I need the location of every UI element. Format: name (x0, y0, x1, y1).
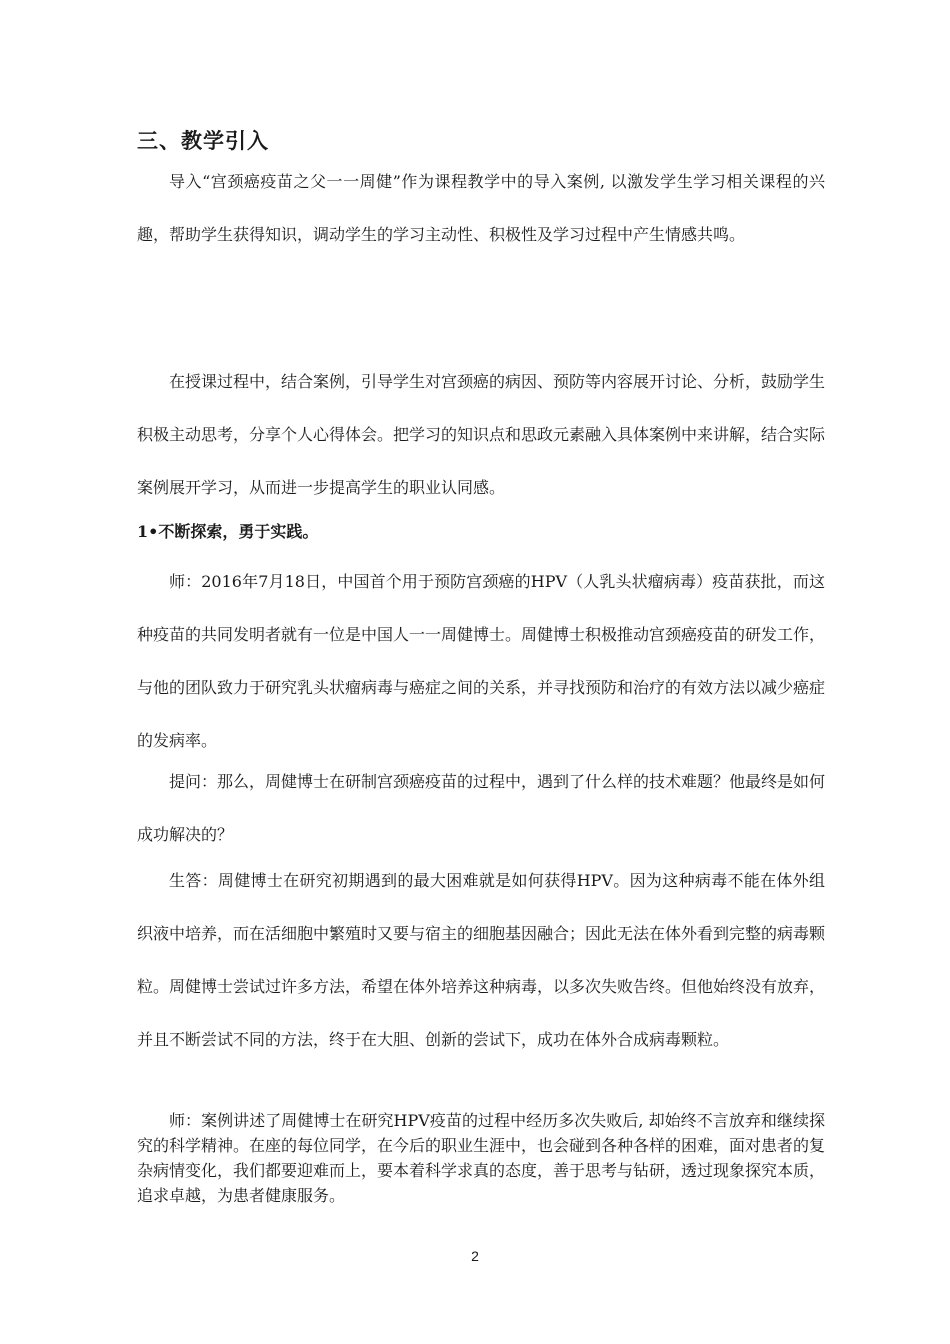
paragraph-student-answer: 生答：周健博士在研究初期遇到的最大困难就是如何获得HPV。因为这种病毒不能在体外组织液中培养，而在活细胞中繁殖时又要与宿主的细胞基因融合；因此无法在体外看到完整的病毒颗粒。周健博士尝试过许多方法，希望在体外培养这种病毒，以多次失败告终。但他始终没有放弃，并且不断尝试不同的方法，终于在大胆、创新的尝试下，成功在体外合成病毒颗粒。 (137, 871, 826, 1049)
paragraph-teacher-case: 师：2016年7月18日，中国首个用于预防宫颈癌的HPV（人乳头状瘤病毒）疫苗获批，而这种疫苗的共同发明者就有一位是中国人一一周健博士。周健博士积极推动宫颈癌疫苗的研发工作，与他的团队致力于研究乳头状瘤病毒与癌症之间的关系，并寻找预防和治疗的有效方法以减少癌症的发病率。 (137, 572, 826, 750)
paragraph-intro: 导入“宫颈癌疫苗之父一一周健”作为课程教学中的导入案例, 以激发学生学习相关课程的兴趣，帮助学生获得知识，调动学生的学习主动性、积极性及学习过程中产生情感共鸣。 (137, 172, 825, 244)
section-title: 三、教学引入 (137, 129, 269, 153)
paragraph-teacher-summary: 师：案例讲述了周健博士在研究HPV疫苗的过程中经历多次失败后, 却始终不言放弃和继续探究的科学精神。在座的每位同学，在今后的职业生涯中，也会碰到各种各样的困难，面对患者的复杂病情变化，我们都要迎难而上，要本着科学求真的态度，善于思考与钻研，透过现象探究本质，追求卓越，为患者健康服务。 (137, 1111, 826, 1205)
paragraph-question: 提问：那么，周健博士在研制宫颈癌疫苗的过程中，遇到了什么样的技术难题？他最终是如何成功解决的？ (137, 772, 826, 844)
paragraph-teaching-process: 在授课过程中，结合案例，引导学生对宫颈癌的病因、预防等内容展开讨论、分析，鼓励学生积极主动思考，分享个人心得体会。把学习的知识点和思政元素融入具体案例中来讲解，结合实际案例展开学习，从而进一步提高学生的职业认同感。 (137, 372, 826, 497)
page-number: 2 (471, 1248, 479, 1264)
subheading: 1•不断探索，勇于实践。 (137, 522, 319, 541)
